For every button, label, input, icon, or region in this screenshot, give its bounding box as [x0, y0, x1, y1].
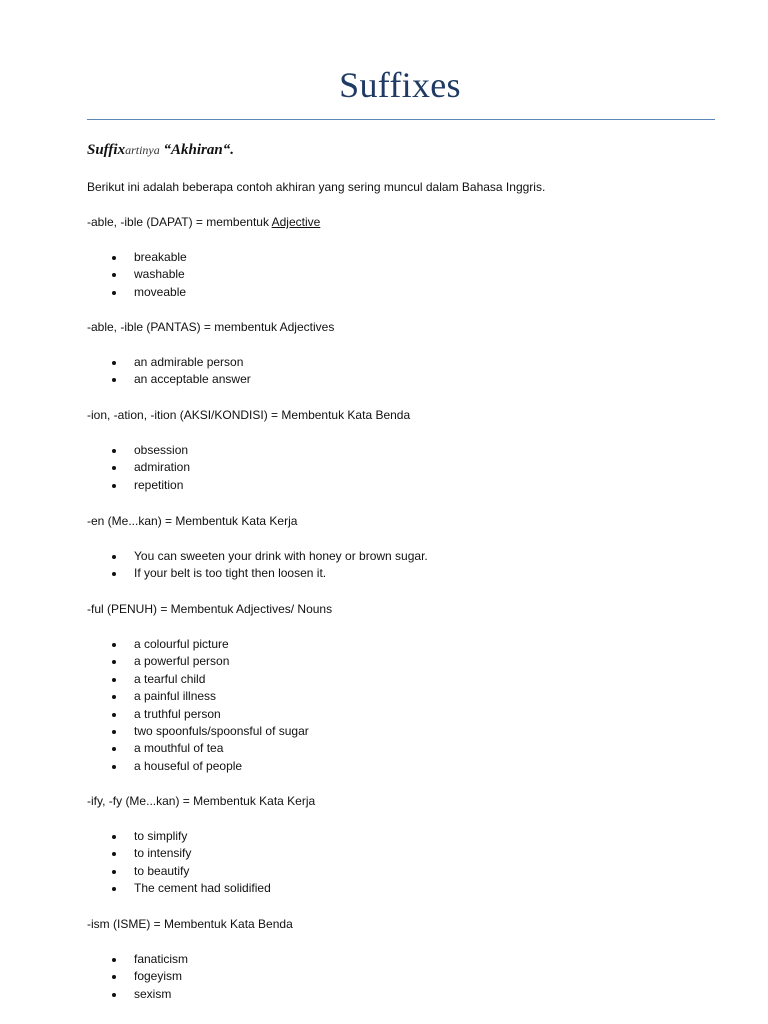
list-item: a tearful child — [111, 671, 309, 688]
section-heading-en: -en (Me...kan) = Membentuk Kata Kerja — [87, 514, 298, 528]
list-item: fogeyism — [111, 968, 188, 985]
list-item: a truthful person — [111, 706, 309, 723]
list-item: obsession — [111, 442, 190, 459]
list-item: The cement had solidified — [111, 880, 271, 897]
suffix-term: Suffix — [87, 142, 126, 158]
list-item: to intensify — [111, 845, 271, 862]
list-item: an admirable person — [111, 354, 251, 371]
section-heading-able-dapat — [87, 214, 320, 230]
list-item: You can sweeten your drink with honey or brown sugar. — [111, 548, 428, 565]
list-item: breakable — [111, 249, 187, 266]
section-heading-ify: -ify, -fy (Me...kan) = Membentuk Kata Kerja — [87, 794, 316, 808]
list-item: washable — [111, 266, 187, 283]
section-heading-prefix: -able, -ible (DAPAT) = membentuk — [87, 215, 272, 229]
list-item: an acceptable answer — [111, 371, 251, 388]
section-heading-able-pantas: -able, -ible (PANTAS) = membentuk Adjectives — [87, 320, 335, 334]
list-item: sexism — [111, 986, 188, 1003]
title-divider — [87, 119, 715, 120]
list-ful — [111, 636, 309, 775]
list-item: a colourful picture — [111, 636, 309, 653]
list-item: to beautify — [111, 863, 271, 880]
list-ify — [111, 828, 271, 898]
list-item: to simplify — [111, 828, 271, 845]
list-able-dapat — [111, 249, 187, 301]
list-item: admiration — [111, 459, 190, 476]
list-item: a powerful person — [111, 653, 309, 670]
section-heading-ism: -ism (ISME) = Membentuk Kata Benda — [87, 917, 293, 931]
translation-term: “Akhiran“. — [163, 142, 234, 158]
document-title: Suffixes — [339, 65, 461, 105]
section-heading-ful: -ful (PENUH) = Membentuk Adjectives/ Nouns — [87, 602, 333, 616]
list-item: two spoonfuls/spoonsful of sugar — [111, 723, 309, 740]
list-item: moveable — [111, 284, 187, 301]
list-ism — [111, 951, 188, 1003]
meaning-word: artinya — [125, 143, 160, 157]
list-item: If your belt is too tight then loosen it. — [111, 565, 428, 582]
list-item: a painful illness — [111, 688, 309, 705]
description-text: Berikut ini adalah beberapa contoh akhiran yang sering muncul dalam Bahasa Inggris. — [87, 180, 546, 194]
list-ion — [111, 442, 190, 494]
list-item: repetition — [111, 477, 190, 494]
section-heading-ion: -ion, -ation, -ition (AKSI/KONDISI) = Membentuk Kata Benda — [87, 408, 411, 422]
list-item: a mouthful of tea — [111, 740, 309, 757]
adjective-link-text: Adjective — [271, 215, 321, 229]
intro-definition — [87, 141, 234, 159]
list-item: fanaticism — [111, 951, 188, 968]
list-item: a houseful of people — [111, 758, 309, 775]
list-en — [111, 548, 428, 583]
list-able-pantas — [111, 354, 251, 389]
